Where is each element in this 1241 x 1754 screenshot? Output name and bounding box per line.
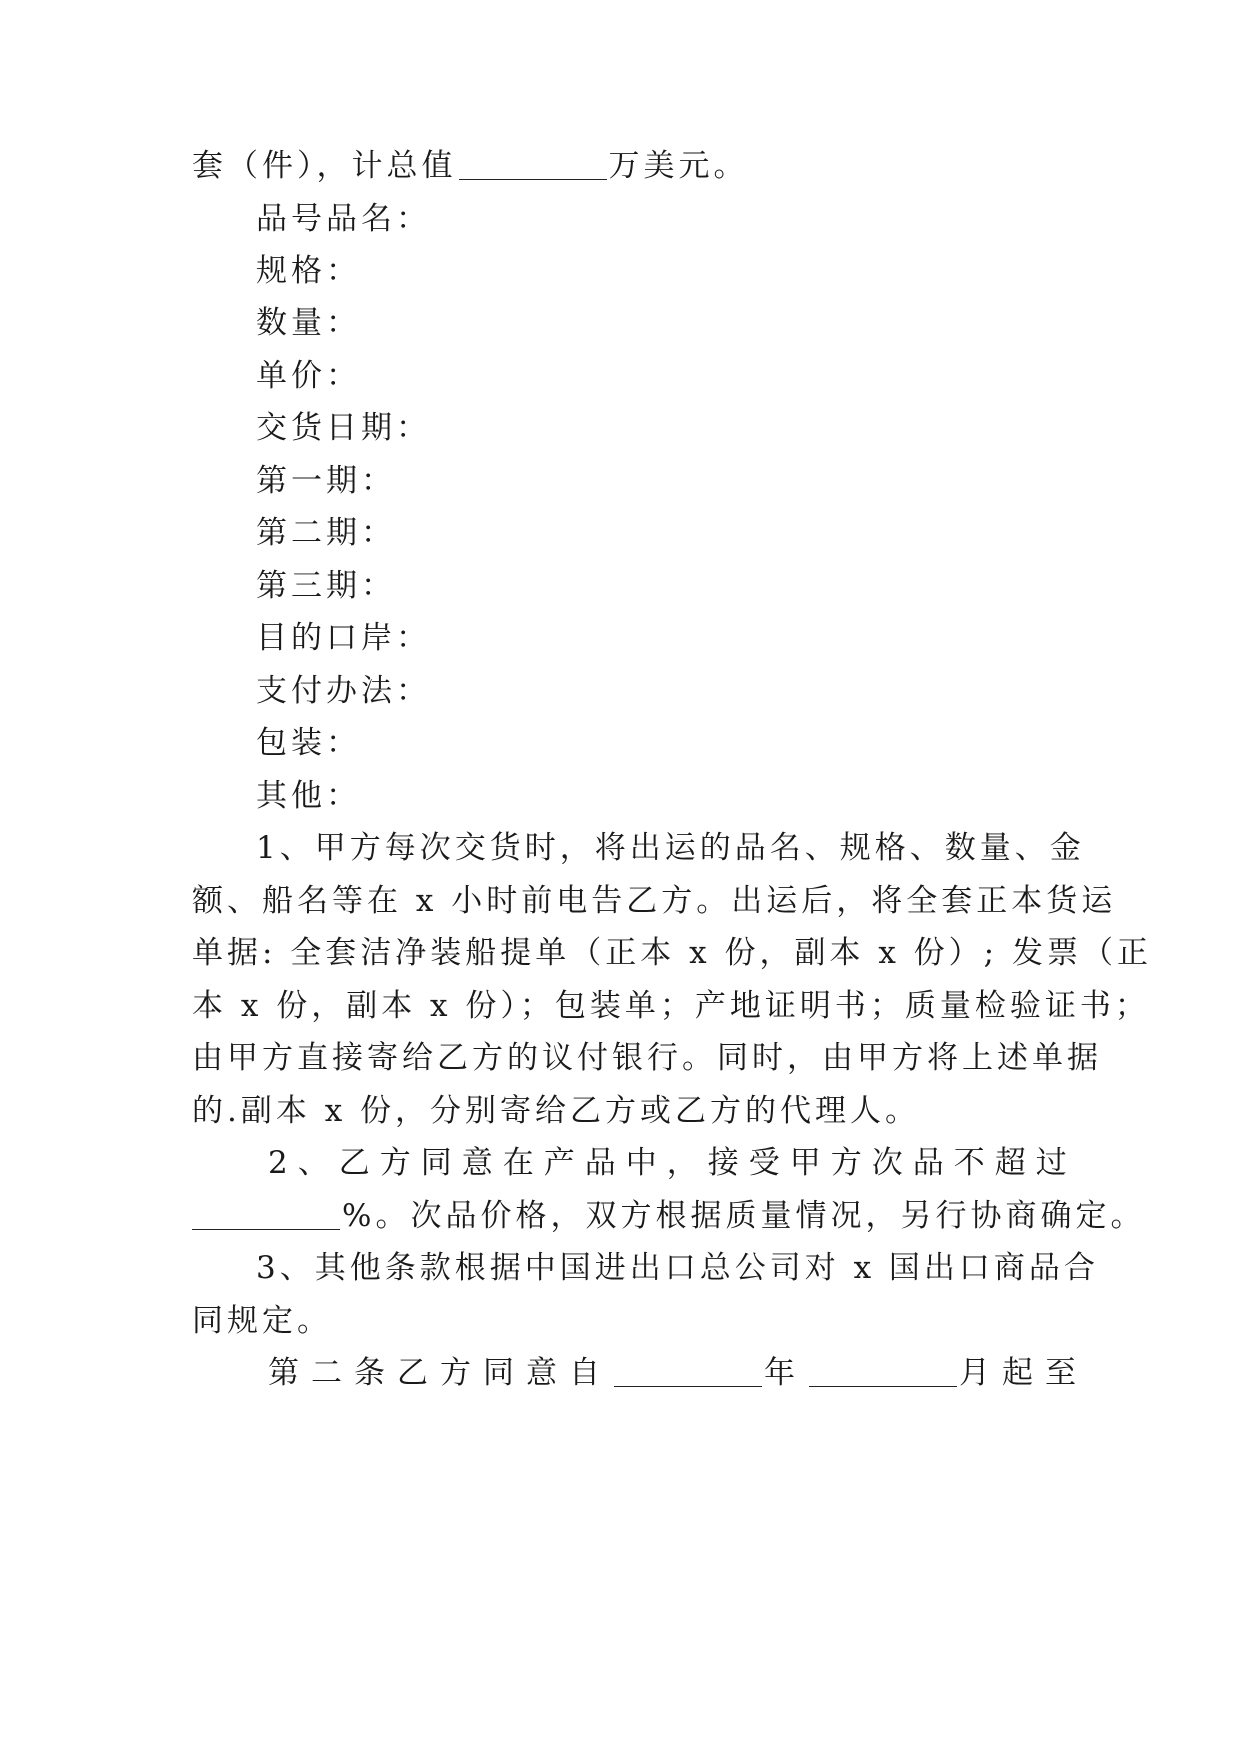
field-phase-3: 第三期： (256, 568, 396, 604)
paragraph-line: 1、甲方每次交货时，将出运的品名、规格、数量、金 (256, 830, 1085, 866)
text-segment: 第二条乙方同意自 (268, 1355, 612, 1391)
text-segment: 套（件），计总值 (192, 148, 457, 184)
field-unit-price: 单价： (256, 358, 361, 394)
field-delivery-date: 交货日期： (256, 410, 431, 446)
text-segment: 万美元。 (608, 148, 749, 184)
fill-blank (809, 1356, 957, 1387)
text-segment: %。次品价格，双方根据质量情况，另行协商确定。 (342, 1198, 1146, 1234)
field-packaging: 包装： (256, 725, 361, 761)
text-segment: 年 (764, 1355, 807, 1391)
fill-blank (459, 149, 607, 180)
paragraph-line: 的.副本 x 份，分别寄给乙方或乙方的代理人。 (192, 1093, 921, 1129)
field-other: 其他： (256, 778, 361, 814)
paragraph-line: 额、船名等在 x 小时前电告乙方。出运后，将全套正本货运 (192, 883, 1117, 919)
paragraph-line-defect-percent (192, 1196, 1146, 1236)
paragraph-line: 2、乙方同意在产品中，接受甲方次品不超过 (268, 1145, 1077, 1181)
field-phase-2: 第二期： (256, 515, 396, 551)
field-destination-port: 目的口岸： (256, 620, 431, 656)
field-product-name: 品号品名： (256, 201, 431, 237)
paragraph-line: 同规定。 (192, 1303, 332, 1339)
paragraph-line: 3、其他条款根据中国进出口总公司对 x 国出口商品合 (256, 1250, 1099, 1286)
field-payment-method: 支付办法： (256, 673, 431, 709)
field-quantity: 数量： (256, 305, 361, 341)
paragraph-line: 本 x 份，副本 x 份）；包装单；产地证明书；质量检验证书； (192, 988, 1150, 1024)
paragraph-line-article-2 (268, 1353, 1088, 1393)
field-specification: 规格： (256, 253, 361, 289)
fill-blank (614, 1356, 762, 1387)
paragraph-line: 由甲方直接寄给乙方的议付银行。同时，由甲方将上述单据 (192, 1040, 1102, 1076)
fill-blank (192, 1199, 340, 1230)
text-segment: 月起至 (959, 1355, 1088, 1391)
text-line-total-value (192, 146, 1052, 186)
field-phase-1: 第一期： (256, 463, 396, 499)
paragraph-line: 单据: 全套洁净装船提单（正本 x 份，副本 x 份）; 发票（正 (192, 935, 1152, 971)
